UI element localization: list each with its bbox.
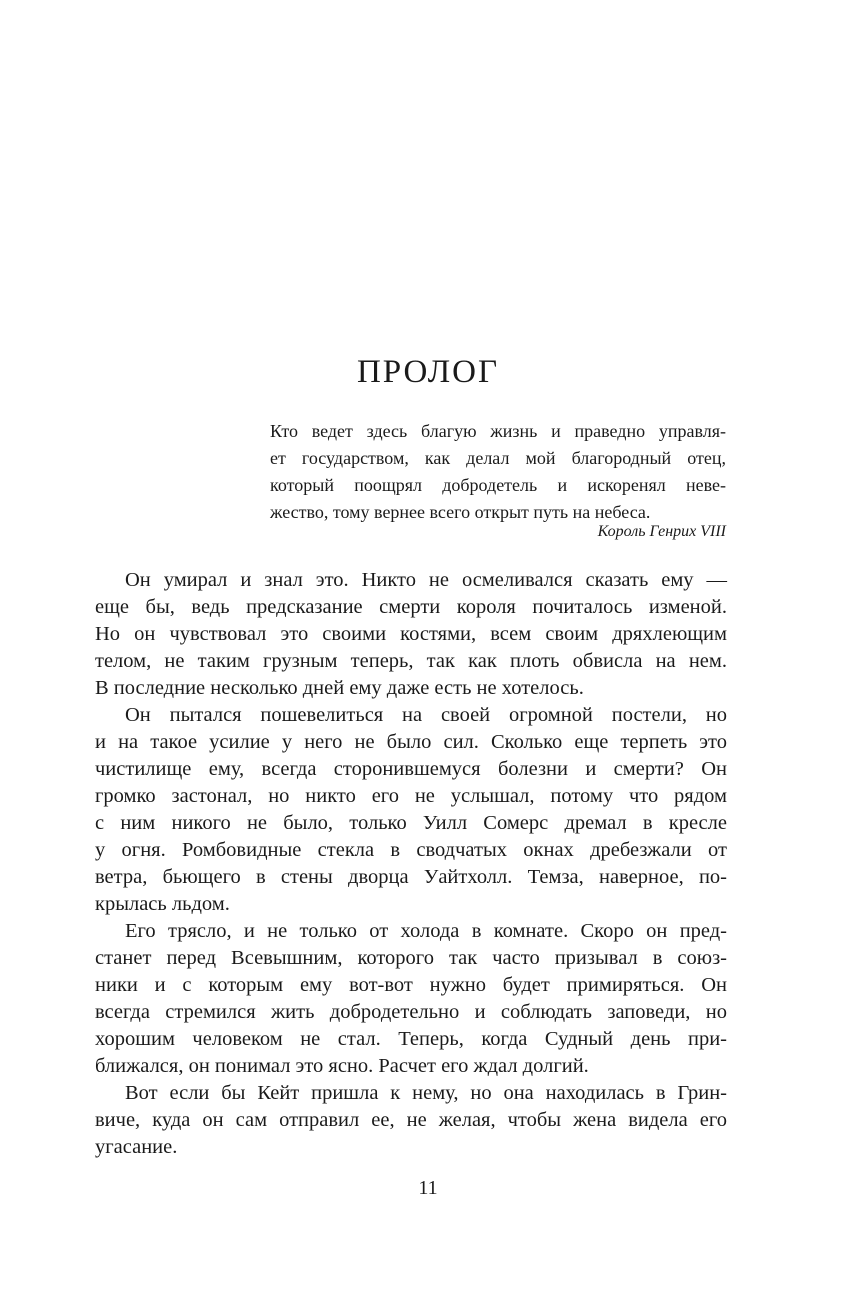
text-line: всегда стремился жить добродетельно и соблюдать заповеди, но [95,1001,727,1023]
epigraph-line: который поощрял добродетель и искоренял неве- [270,475,726,495]
text-line: станет перед Всевышним, которого так часто призывал в союз- [95,947,727,969]
epigraph-line: Кто ведет здесь благую жизнь и праведно управля- [270,421,726,441]
text-line: В последние несколько дней ему даже есть не хотелось. [95,677,584,699]
text-line: ники и с которым ему вот-вот нужно будет примиряться. Он [95,974,727,996]
text-line: чистилище ему, всегда сторонившемуся болезни и смерти? Он [95,758,727,780]
text-line: угасание. [95,1136,178,1158]
body-text [95,567,727,1161]
text-line: громко застонал, но никто его не услышал, потому что рядом [95,785,727,807]
text-line: с ним никого не было, только Уилл Сомерс дремал в кресле [95,812,727,834]
text-line: у огня. Ромбовидные стекла в сводчатых окнах дребезжали от [95,839,727,861]
text-line: Вот если бы Кейт пришла к нему, но она находилась в Грин- [125,1082,727,1104]
text-line: ближался, он понимал это ясно. Расчет его ждал долгий. [95,1055,589,1077]
text-line: Он пытался пошевелиться на своей огромной постели, но [125,704,727,726]
text-line: и на такое усилие у него не было сил. Сколько еще терпеть это [95,731,727,753]
text-line: Но он чувствовал это своими костями, всем своим дряхлеющим [95,623,727,645]
text-line: хорошим человеком не стал. Теперь, когда Судный день при- [95,1028,727,1050]
text-line: еще бы, ведь предсказание смерти короля почиталось изменой. [95,596,727,618]
text-line: телом, не таким грузным теперь, так как плоть обвисла на нем. [95,650,727,672]
chapter-title: ПРОЛОГ [356,354,500,390]
epigraph [270,418,726,526]
text-line: Его трясло, и не только от холода в комнате. Скоро он пред- [125,920,727,942]
epigraph-author: Король Генрих VIII [597,523,726,540]
text-line: ветра, бьющего в стены дворца Уайтхолл. Темза, наверное, по- [95,866,727,888]
page-number: 11 [418,1177,438,1199]
epigraph-line: жество, тому вернее всего открыт путь на небеса. [270,502,651,522]
text-line: виче, куда он сам отправил ее, не желая, чтобы жена видела его [95,1109,727,1131]
text-line: Он умирал и знал это. Никто не осмеливался сказать ему — [125,569,727,591]
text-line: крылась льдом. [95,893,230,915]
epigraph-line: ет государством, как делал мой благородный отец, [270,448,726,468]
